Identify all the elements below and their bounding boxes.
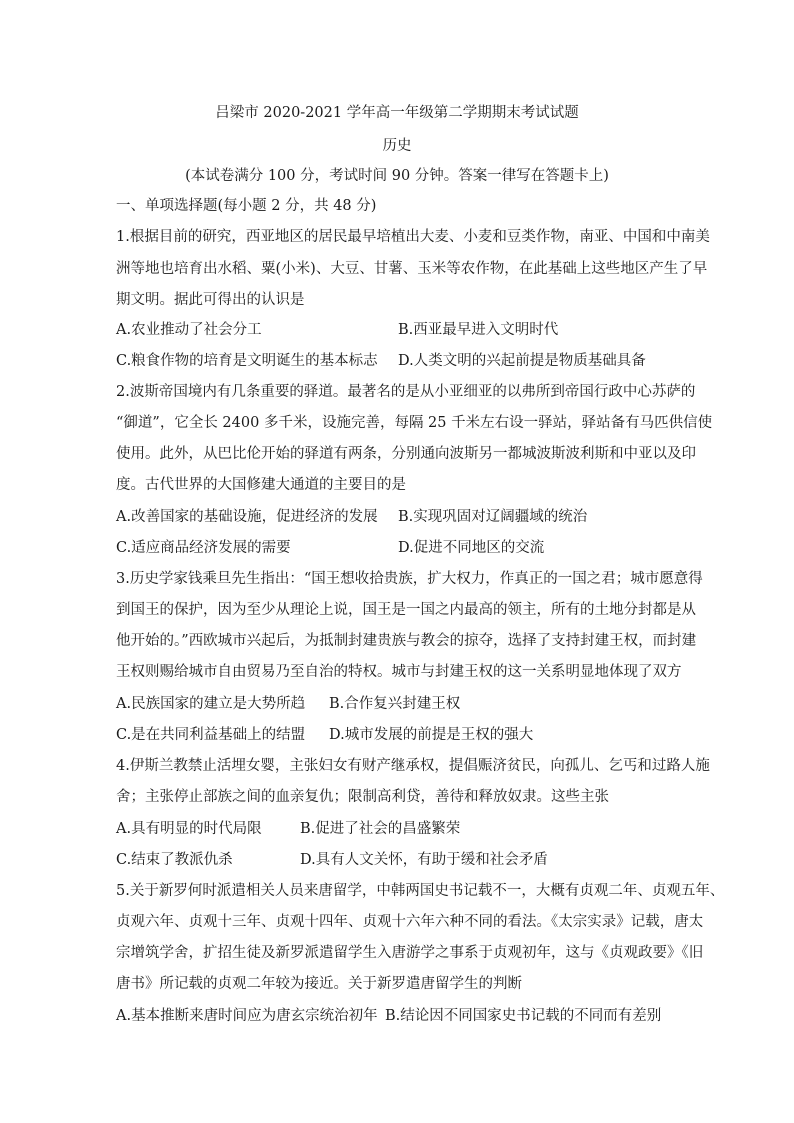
option-b: B.促进了社会的昌盛繁荣 [300, 821, 461, 837]
option-a: A.基本推断来唐时间应为唐玄宗统治初年 [116, 1008, 378, 1024]
question-text-line: 1.根据目前的研究，西亚地区的居民最早培植出大麦、小麦和豆类作物，南亚、中国和中南美 [116, 229, 710, 245]
option-a: A.具有明显的时代局限 [116, 821, 262, 837]
subject-title: 历史 [382, 138, 412, 154]
option-c: C.粮食作物的培育是文明诞生的基本标志 [116, 353, 378, 369]
question-text-line: 他开始的。”西欧城市兴起后，为抵制封建贵族与教会的掠夺，选择了支持封建王权，而封建 [116, 633, 697, 649]
exam-note: (本试卷满分 100 分，考试时间 90 分钟。答案一律写在答题卡上) [185, 168, 609, 184]
option-d: D.具有人文关怀，有助于缓和社会矛盾 [300, 852, 548, 868]
section-heading: 一、单项选择题(每小题 2 分，共 48 分) [116, 198, 377, 214]
question-text-line: 使用。此外，从巴比伦开始的驿道有两条，分别通向波斯另一都城波斯波利斯和中亚以及印 [116, 446, 696, 462]
question-text-line: 唐书》所记载的贞观二年较为接近。关于新罗遣唐留学生的判断 [116, 976, 522, 992]
question-text-line: 贞观六年、贞观十三年、贞观十四年、贞观十六年六种不同的看法。《太宗实录》记载，唐太 [116, 914, 704, 930]
question-text-line: 宗增筑学舍，扩招生徒及新罗派遣留学生入唐游学之事系于贞观初年，这与《贞观政要》《旧 [116, 945, 704, 961]
option-d: D.促进不同地区的交流 [398, 540, 545, 556]
option-b: B.合作复兴封建王权 [329, 696, 461, 712]
question-text-line: 期文明。据此可得出的认识是 [116, 292, 305, 308]
option-b: B.实现巩固对辽阔疆域的统治 [398, 509, 588, 525]
question-text-line: 3.历史学家钱乘旦先生指出：“国王想收拾贵族，扩大权力，作真正的一国之君；城市愿意得 [116, 571, 703, 587]
question-text-line: 洲等地也培育出水稻、粟(小米)、大豆、甘薯、玉米等农作物，在此基础上这些地区产生了早 [116, 261, 708, 277]
option-b: B.西亚最早进入文明时代 [398, 322, 559, 338]
question-text-line: 5.关于新罗何时派遣相关人员来唐留学，中韩两国史书记载不一，大概有贞观二年、贞观五年、 [116, 883, 725, 899]
option-c: C.适应商品经济发展的需要 [116, 540, 291, 556]
question-text-line: 4.伊斯兰教禁止活埋女婴，主张妇女有财产继承权，提倡赈济贫民，向孤儿、乞丐和过路人施 [116, 758, 710, 774]
option-d: D.城市发展的前提是王权的强大 [329, 727, 534, 743]
question-text-line: 王权则赐给城市自由贸易乃至自治的特权。城市与封建王权的这一关系明显地体现了双方 [116, 664, 682, 680]
option-d: D.人类文明的兴起前提是物质基础具备 [398, 353, 646, 369]
option-b: B.结论因不同国家史书记载的不同而有差别 [385, 1008, 662, 1024]
option-c: C.结束了教派仇杀 [116, 852, 233, 868]
option-a: A.民族国家的建立是大势所趋 [116, 696, 306, 712]
question-text-line: 2.波斯帝国境内有几条重要的驿道。最著名的是从小亚细亚的以弗所到帝国行政中心苏萨的 [116, 384, 696, 400]
option-a: A.农业推动了社会分工 [116, 322, 262, 338]
question-text-line: 舍；主张停止部族之间的血亲复仇；限制高利贷，善待和释放奴隶。这些主张 [116, 789, 609, 805]
option-c: C.是在共同利益基础上的结盟 [116, 727, 306, 743]
option-a: A.改善国家的基础设施，促进经济的发展 [116, 509, 378, 525]
exam-title: 吕梁市 2020-2021 学年高一年级第二学期期末考试试题 [215, 105, 579, 121]
question-text-line: 到国王的保护，因为至少从理论上说，国王是一国之内最高的领主，所有的土地分封都是从 [116, 602, 696, 618]
question-text-line: 度。古代世界的大国修建大通道的主要目的是 [116, 477, 406, 493]
question-text-line: “御道”，它全长 2400 多千米，设施完善，每隔 25 千米左右设一驿站，驿站备有马匹供信使 [116, 415, 713, 431]
